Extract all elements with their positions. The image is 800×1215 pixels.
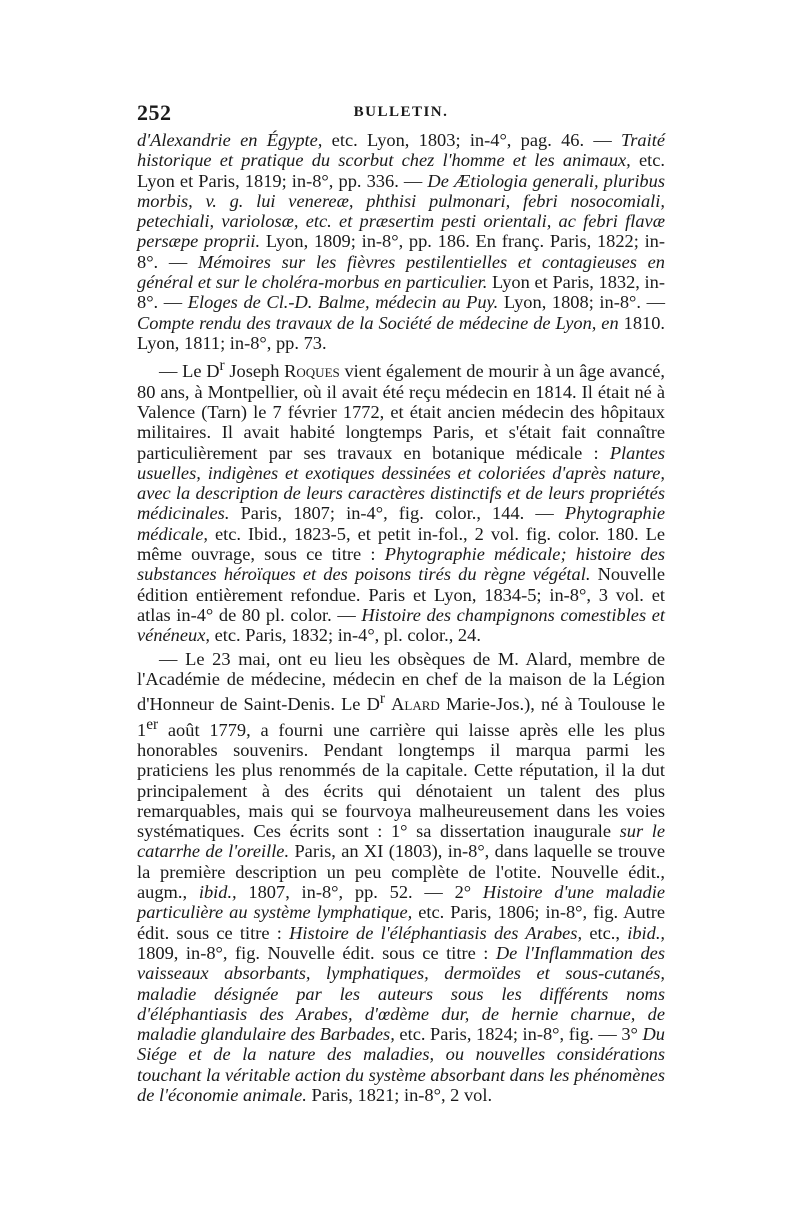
- text-run: etc. Paris, 1832; in-4°, pl. color., 24.: [210, 625, 481, 646]
- text-run: Lyon, 1808; in-8°. —: [498, 292, 666, 313]
- italic-title: sur le catarrhe de l'oreille.: [137, 821, 665, 862]
- running-head: BULLETIN.: [353, 104, 449, 120]
- text-run: — Le 23 mai, ont eu lieu les obsèques de M. Alard, membre de l'Académie de médecine, médecin en chef de la maison de la Légion d'Honneur de Saint-Denis. Le D: [137, 648, 665, 715]
- text-run: Lyon et Paris, 1832, in-8°. —: [137, 272, 665, 313]
- italic-title: Histoire des champignons comestibles et vénéneux,: [137, 604, 666, 646]
- text-run: etc. Ibid., 1823-5, et petit in-fol., 2 vol. fig. color. 180. Le même ouvrage, sous ce titre :: [137, 523, 665, 565]
- italic-title: d'Alexandrie en Égypte,: [137, 130, 323, 150]
- italic-title: ibid.,: [198, 882, 237, 903]
- text-run: Paris, 1821; in-8°, 2 vol.: [306, 1085, 493, 1106]
- italic-title: Phytographie médicale,: [137, 503, 665, 544]
- text-run: 1809, in-8°, fig. Nouvelle édit. sous ce titre :: [137, 942, 496, 963]
- text-run: Nouvelle édition entièrement refondue. Paris et Lyon, 1834-5; in-8°, 3 vol. et atlas in-4° de 80 pl. color. —: [137, 564, 665, 625]
- text-run: 1810. Lyon, 1811; in-8°, pp. 73.: [137, 312, 665, 353]
- italic-title: Histoire de l'éléphantiasis des Arabes,: [289, 922, 583, 943]
- italic-title: Eloges de Cl.-D. Balme, médecin au Puy.: [187, 292, 499, 313]
- superscript: r: [219, 357, 225, 375]
- text-run: etc. Lyon, 1803; in-4°, pag. 46. —: [322, 130, 622, 150]
- text-run: etc. Lyon et Paris, 1819; in-8°, pp. 336. —: [137, 150, 665, 191]
- text-run: Joseph: [224, 361, 285, 382]
- italic-title: De l'Inflammation des vaisseaux absorbants, lymphatiques, dermoïdes et sous-cutanés, maladie désignée par les auteurs sous les différents noms d'éléphantiasis des Arabes, d'œdème dur, de hernie charnue, de maladie glandulaire des Barbades,: [137, 942, 665, 1045]
- italic-title: De Ætiologia generali, pluribus morbis, v. g. lui venereæ, phthisi pulmonari, febri nosocomiali, petechiali, variolosæ, etc. et præsertim pesti orientali, ac febri flavæ persæpe proprii.: [137, 170, 665, 252]
- italic-title: Phytographie médicale; histoire des substances héroïques et des poisons tirés du règne végétal.: [137, 544, 665, 585]
- italic-title: Du Siége et de la nature des maladies, ou nouvelles considérations touchant la véritable action du système absorbant dans les phénomènes de l'économie animale.: [137, 1024, 665, 1106]
- text-run: etc. Paris, 1824; in-8°, fig. — 3°: [394, 1024, 643, 1045]
- paragraph-roques: [137, 356, 665, 645]
- superscript: er: [146, 715, 159, 733]
- paragraph-alard: [137, 649, 665, 1106]
- italic-title: Compte rendu des travaux de la Société de médecine de Lyon, en: [137, 312, 619, 333]
- text-run: etc. Paris, 1806; in-8°, fig. Autre édit. sous ce titre :: [137, 902, 665, 943]
- page-header: [137, 100, 665, 128]
- italic-title: Plantes usuelles, indigènes et exotiques dessinées et coloriées d'après nature, avec la description de leurs caractères distinctifs et de leurs propriétés médicinales.: [137, 442, 665, 524]
- italic-title: Traité historique et pratique du scorbut chez l'homme et les animaux,: [137, 130, 665, 171]
- person-name: Alard: [391, 694, 440, 715]
- text-run: Paris, an XI (1803), in-8°, dans laquelle se trouve la première description un peu complète de l'otite. Nouvelle édit., augm.,: [137, 841, 665, 903]
- text-run: etc.,: [582, 922, 628, 943]
- text-run: vient également de mourir à un âge avancé, 80 ans, à Montpellier, où il avait été reçu médecin en 1814. Il était né à Valence (Tarn) le 7 février 1772, et était ancien médecin des hôpitaux militaires. Il avait habité longtemps Paris, et s'était fait connaître particulièrement par ses travaux en botanique médicale :: [137, 361, 665, 463]
- text-run: août 1779, a fourni une carrière qui laisse après elle les plus honorables souvenirs. Pendant longtemps il marqua parmi les praticiens les plus renommés de la capitale. Cette réputation, il la dut principalement à des écrits qui dénotaient un talent des plus remarquables, mais qui se fourvoya malheureusement dans les voies systématiques. Ces écrits sont : 1° sa dissertation inaugurale: [137, 719, 665, 842]
- paragraph-continuation: [137, 130, 665, 353]
- body-text: [137, 130, 665, 1105]
- italic-title: ibid.,: [627, 922, 666, 943]
- superscript: r: [379, 690, 385, 708]
- text-run: 1807, in-8°, pp. 52. — 2°: [236, 882, 483, 903]
- text-run: Paris, 1807; in-4°, fig. color., 144. —: [229, 503, 565, 524]
- text-run: — Le D: [159, 361, 220, 382]
- person-name: Roques: [284, 361, 340, 382]
- italic-title: Mémoires sur les fièvres pestilentielles et contagieuses en général et sur le choléra-morbus en particulier.: [137, 251, 665, 293]
- page-number: 252: [137, 100, 172, 125]
- italic-title: Histoire d'une maladie particulière au système lymphatique,: [137, 882, 665, 923]
- text-run: Lyon, 1809; in-8°, pp. 186. En franç. Paris, 1822; in-8°. —: [137, 231, 665, 272]
- text-run: Marie-Jos.), né à Toulouse le 1: [137, 694, 665, 740]
